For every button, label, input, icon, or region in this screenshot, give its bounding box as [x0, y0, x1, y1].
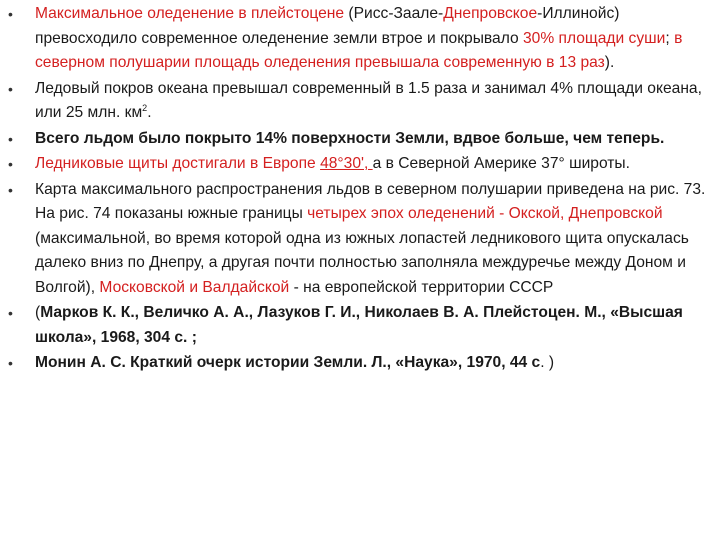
text-segment: Марков К. К., Величко А. А., Лазуков Г. И., Николаев В. А. Плейстоцен. М., «Высшая школа», 1968, 304 с. ; — [35, 304, 683, 346]
text-segment: а в Северной Америке 37° широты. — [372, 155, 630, 172]
bullet-icon: • — [8, 355, 13, 371]
text-segment: ( — [35, 304, 41, 321]
text-segment: Монин А. С. Краткий очерк истории Земли. Л., «Наука», 1970, 44 с — [35, 354, 541, 371]
bullet-icon: • — [8, 130, 13, 147]
bullet-item — [8, 127, 716, 152]
bullet-item — [8, 178, 716, 301]
text-segment: (Рисс-Заале- — [344, 5, 444, 22]
bullet-icon: • — [8, 6, 13, 22]
text-segment: 30% площади суши — [522, 29, 666, 47]
text-segment: - на европейской территории СССР — [289, 278, 554, 296]
text-segment: четырех эпох оледенений - Окской, Днепровской — [307, 205, 663, 222]
bullet-icon: • — [8, 305, 13, 321]
bullet-item — [8, 2, 716, 76]
text-segment: (максимальной, во время которой одна из южных лопастей ледникового щита опускалась далеко вниз по Днепру, а другая почти полностью заполняла междуречье между Доном и Волгой), — [35, 229, 689, 296]
text-segment: ; — [665, 29, 675, 47]
text-segment: 48°30', — [320, 155, 373, 172]
bullet-icon: • — [8, 181, 13, 198]
bullet-icon: • — [8, 80, 13, 97]
text-segment: в северном полушарии площадь оледенения превышала современную в 13 раз — [35, 29, 683, 71]
text-segment: -Иллинойс) превосходило современное оледенение земли втрое и покрывало — [35, 5, 620, 47]
text-segment: Ледовый покров океана превышал современный в 1.5 раза и занимал 4% площади океана, или 25 млн. км — [35, 79, 702, 121]
text-segment: Всего льдом было покрыто 14% поверхности Земли, вдвое больше, чем теперь. — [35, 129, 665, 147]
text-segment: Московской и Валдайской — [99, 278, 290, 296]
text-segment: Максимальное оледенение в плейстоцене — [35, 5, 345, 22]
text-segment: . ) — [540, 354, 555, 371]
bullet-item — [8, 301, 716, 350]
bullet-item — [8, 77, 716, 126]
text-segment: . — [147, 104, 152, 121]
text-segment: Ледниковые щиты достигали в Европе — [35, 155, 321, 172]
text-segment: ). — [604, 54, 615, 71]
text-segment: Карта максимального распространения льдов в северном полушарии приведена на рис. 73. На рис. 74 показаны южные границы — [35, 180, 706, 222]
superscript: 2 — [142, 102, 148, 113]
bullet-item — [8, 152, 716, 177]
bullet-list — [8, 2, 716, 377]
bullet-icon: • — [8, 156, 13, 172]
bullet-item — [8, 351, 716, 376]
text-segment: Днепровское — [443, 5, 538, 22]
